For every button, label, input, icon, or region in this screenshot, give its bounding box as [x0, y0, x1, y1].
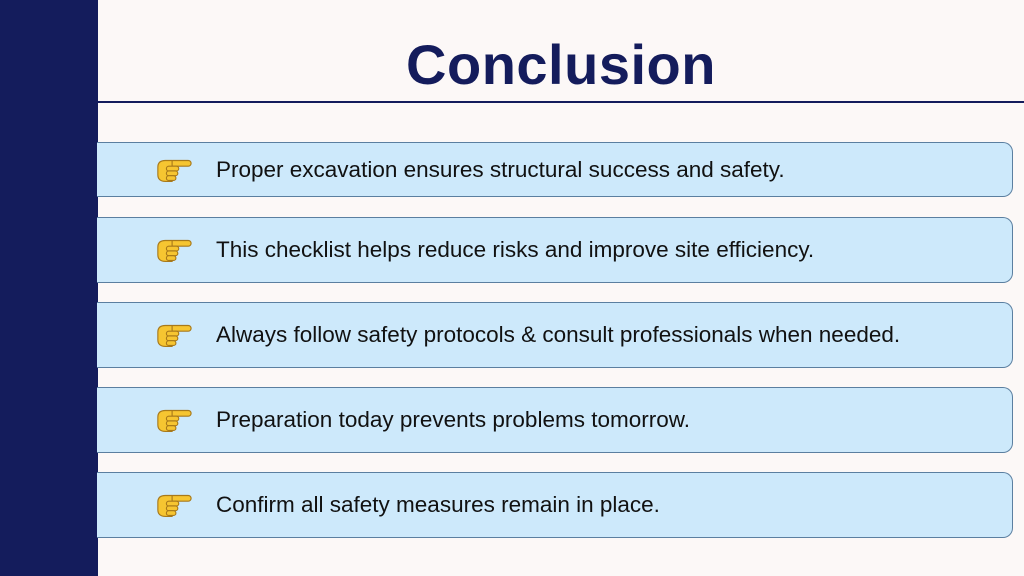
list-item-text: Preparation today prevents problems tomorrow. — [216, 407, 690, 432]
list-item-text: Always follow safety protocols & consult professionals when needed. — [216, 322, 901, 347]
title-divider — [98, 101, 1024, 103]
list-item — [97, 472, 1013, 538]
list-item-text: Confirm all safety measures remain in place. — [216, 492, 660, 517]
page-title: Conclusion — [406, 33, 716, 96]
pointing-hand-icon — [155, 155, 193, 185]
pointing-hand-icon — [155, 235, 193, 265]
list-item — [97, 387, 1013, 453]
list-item-text: This checklist helps reduce risks and improve site efficiency. — [216, 237, 815, 262]
pointing-hand-icon — [155, 405, 193, 435]
pointing-hand-icon — [155, 490, 193, 520]
list-item — [97, 302, 1013, 368]
list-item — [97, 142, 1013, 197]
list-item-text: Proper excavation ensures structural success and safety. — [216, 156, 785, 182]
list-item — [97, 217, 1013, 283]
sidebar-band — [0, 0, 98, 576]
pointing-hand-icon — [155, 320, 193, 350]
